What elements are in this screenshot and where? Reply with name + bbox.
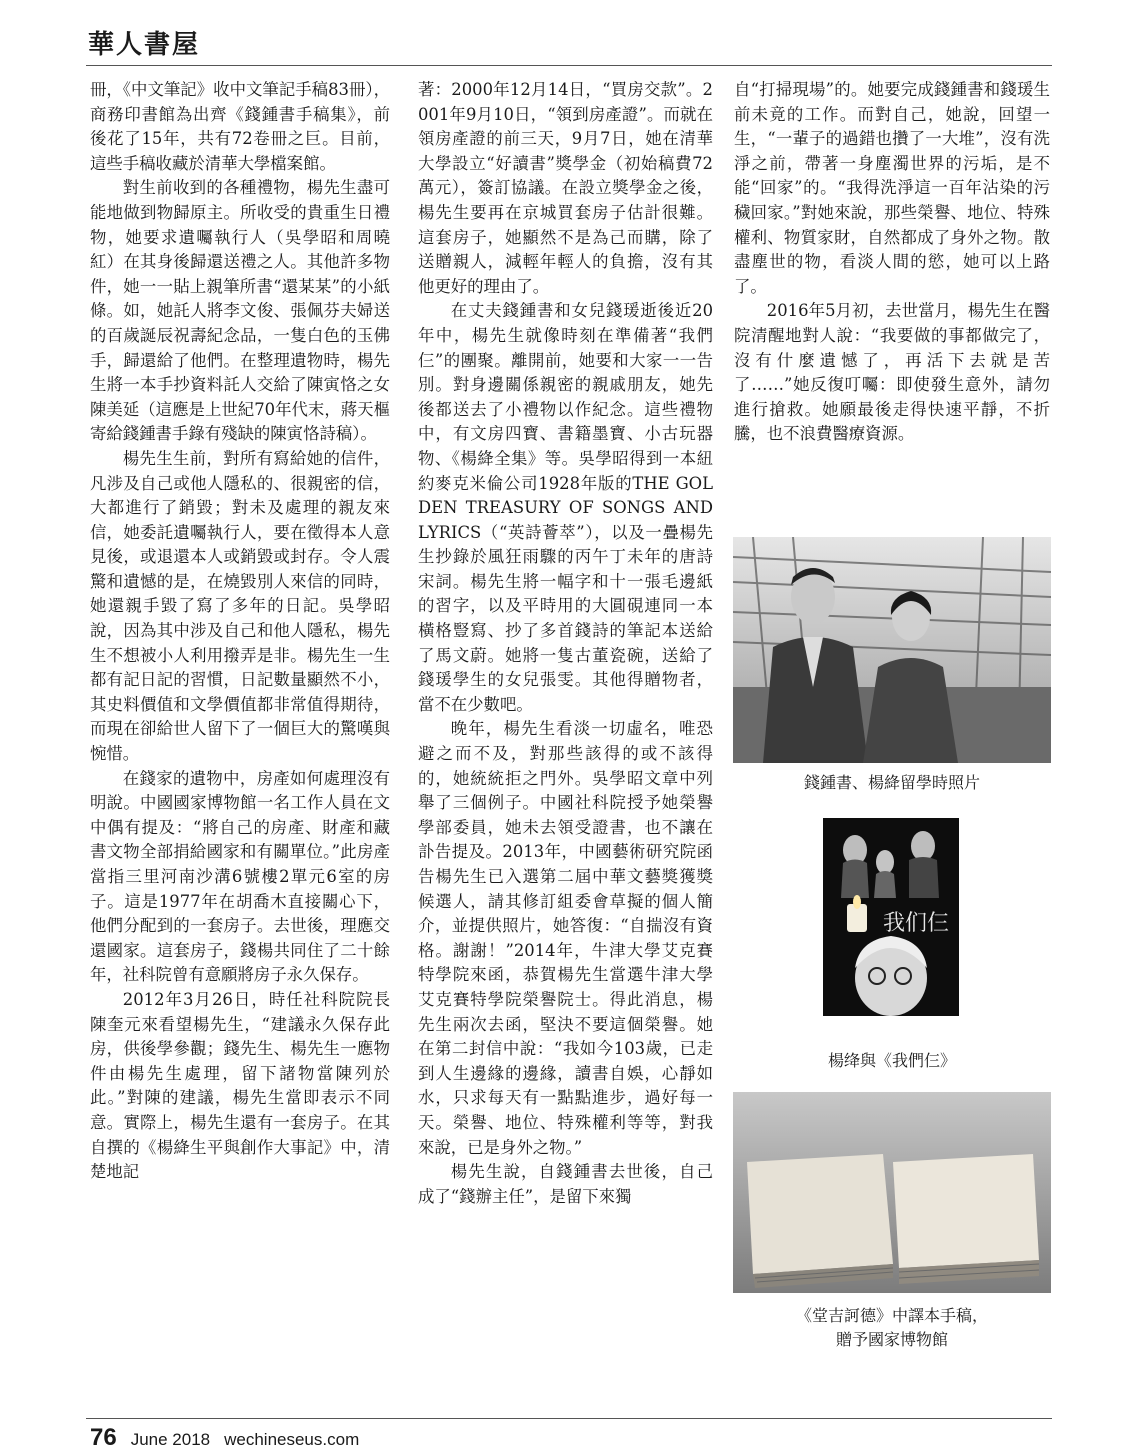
cover-caption: 楊绛與《我們仨》 <box>827 1051 956 1070</box>
cover-title: 我们仨 <box>883 911 950 936</box>
book-cover-image <box>823 818 959 1016</box>
text-column-2 <box>418 78 713 1209</box>
manuscript-caption <box>733 1304 1051 1352</box>
manuscript-image <box>733 1092 1051 1293</box>
couple-photo-image <box>733 537 1051 763</box>
section-title: 華人書屋 <box>88 30 201 60</box>
page-number: 76 <box>90 1424 117 1451</box>
text-column-3 <box>734 78 1050 447</box>
paragraph: 著：2000年12月14日，“買房交款”。2001年9月10日，“領到房產證”。而就在領房產證的前三天，9月7日，她在清華大學設立“好讀書”獎學金（初始稿費72萬元），簽訂協議。在設立獎學金之後，楊先生要再在京城買套房子估計很難。這套房子，她顯然不是為己而購，除了送贈親人，減輕年輕人的負擔，沒有其他更好的理由了。 <box>418 80 713 296</box>
paragraph: 在錢家的遺物中，房產如何處理沒有明說。中國國家博物館一名工作人員在文中偶有提及：“將自己的房產、財產和藏書文物全部捐給國家和有關單位。”此房產當指三里河南沙溝6號樓2單元6室的房子。這是1977年在胡喬木直接關心下，他們分配到的一套房子。去世後，理應交還國家。這套房子，錢楊共同住了二十餘年，社科院曾有意願將房子永久保存。 <box>90 768 390 985</box>
paragraph: 冊，《中文筆記》收中文筆記手稿83冊），商務印書館為出齊《錢鍾書手稿集》，前後花了15年，共有72卷冊之巨。目前，這些手稿收藏於清華大學檔案館。 <box>90 80 390 173</box>
couple-photo <box>733 537 1051 763</box>
paragraph: 在丈夫錢鍾書和女兒錢瑗逝後近20年中，楊先生就像時刻在準備著“我們仨”的團聚。離開前，她要和大家一一告別。對身邊關係親密的親戚朋友，她先後都送去了小禮物以作紀念。這些禮物中，有文房四寶、書籍墨寶、小古玩器物、《楊絳全集》等。吳學昭得到一本紐約麥克米倫公司1928年版的THE GOLDEN TREASURY OF SONGS AND LYRICS（“英詩薈萃”），以及一疊楊先生抄錄於風狂雨驟的丙午丁未年的唐詩宋詞。楊先生將一幅字和十一張毛邊紙的習字，以及平時用的大圓硯連同一本橫格豎寫、抄了多首錢詩的筆記本送給了馬文蔚。她將一隻古董瓷碗，送給了錢瑗學生的女兒張雯。其他得贈物者，當不在少數吧。 <box>418 301 713 714</box>
paragraph: 2012年3月26日，時任社科院院長陳奎元來看望楊先生，“建議永久保存此房，供後學參觀；錢先生、楊先生一應物件由楊先生處理，留下諸物當陳列於此。”對陳的建議，楊先生當即表示不同意。實際上，楊先生還有一套房子。在其自撰的《楊絳生平與創作大事記》中，清楚地記 <box>90 989 390 1182</box>
header-divider <box>86 65 1052 66</box>
manuscript-caption-line2: 贈予國家博物館 <box>835 1330 948 1349</box>
paragraph: 楊先生生前，對所有寫給她的信件，凡涉及自己或他人隱私的、很親密的信，大都進行了銷毀；對未及處理的親友來信，她委託遺囑執行人，要在徵得本人意見後，或退還本人或銷毀或封存。令人震驚和遺憾的是，在燒毀別人來信的同時，她還親手毀了寫了多年的日記。吳學昭說，因為其中涉及自己和他人隱私，楊先生不想被小人利用撥弄是非。楊先生一生都有記日記的習慣，日記數量顯然不小，其史料價值和文學價值都非常值得期待，而現在卻給世人留下了一個巨大的驚嘆與惋惜。 <box>90 448 390 764</box>
paragraph: 2016年5月初，去世當月，楊先生在醫院清醒地對人說：“我要做的事都做完了，沒有什麼遺憾了，再活下去就是苦了……”她反復叮囑：即使發生意外，請勿進行搶救。她願最後走得快速平靜，不折騰，也不浪費醫療資源。 <box>734 301 1050 444</box>
manuscript-caption-line1: 《堂吉訶德》中譯本手稿， <box>795 1306 988 1325</box>
paragraph: 自“打掃現場”的。她要完成錢鍾書和錢瑗生前未竟的工作。而對自己，她說，回望一生，“一輩子的過錯也攢了一大堆”，沒有洗淨之前，帶著一身塵濁世界的污垢，是不能“回家”的。“我得洗淨這一百年沾染的污穢回家。”對她來說，那些榮譽、地位、特殊權利、物質家財，自然都成了身外之物。散盡塵世的物，看淡人間的慾，她可以上路了。 <box>734 80 1050 296</box>
paragraph: 對生前收到的各種禮物，楊先生盡可能地做到物歸原主。所收受的貴重生日禮物，她要求遺囑執行人（吳學昭和周曉紅）在其身後歸還送禮之人。其他許多物件，她一一貼上親筆所書“還某某”的小紙條。如，她託人將李文俊、張佩芬夫婦送的百歲誕辰祝壽紀念品，一隻白色的玉佛手，歸還給了他們。在整理遺物時，楊先生將一本手抄資料託人交給了陳寅恪之女陳美延（這應是上世紀70年代末，蔣天樞寄給錢鍾書手錄有殘缺的陳寅恪詩稿）。 <box>90 178 390 444</box>
manuscript-photo <box>733 1092 1051 1293</box>
women-three-cover <box>823 818 959 1016</box>
footer-divider <box>86 1418 1052 1419</box>
couple-photo-caption: 錢鍾書、楊絳留學時照片 <box>803 773 980 792</box>
page-footer <box>90 1424 359 1452</box>
text-column-1 <box>90 78 390 1185</box>
issue-date: June 2018 <box>130 1430 211 1449</box>
paragraph: 晚年，楊先生看淡一切虛名，唯恐避之而不及，對那些該得的或不該得的，她統統拒之門外。吳學昭文章中列舉了三個例子。中國社科院授予她榮譽學部委員，她未去領受證書，也不讓在訃告提及。2013年，中國藝術研究院函告楊先生已入選第二屆中華文藝獎獲獎候選人，請其修訂組委會草擬的個人簡介，並提供照片，她答復：“自揣沒有資格。謝謝！”2014年，牛津大學艾克賽特學院來函，恭賀楊先生當選牛津大學艾克賽特學院榮譽院士。得此消息，楊先生兩次去函，堅決不要這個榮譽。她在第二封信中說：“我如今103歲，已走到人生邊緣的邊緣，讀書自娛，心靜如水，只求每天有一點點進步，過好每一天。榮譽、地位、特殊權利等等，對我來說，已是身外之物。” <box>418 719 713 1157</box>
website-link[interactable]: wechineseus.com <box>224 1430 360 1449</box>
paragraph: 楊先生說，自錢鍾書去世後，自己成了“錢辦主任”，是留下來獨 <box>418 1162 713 1206</box>
